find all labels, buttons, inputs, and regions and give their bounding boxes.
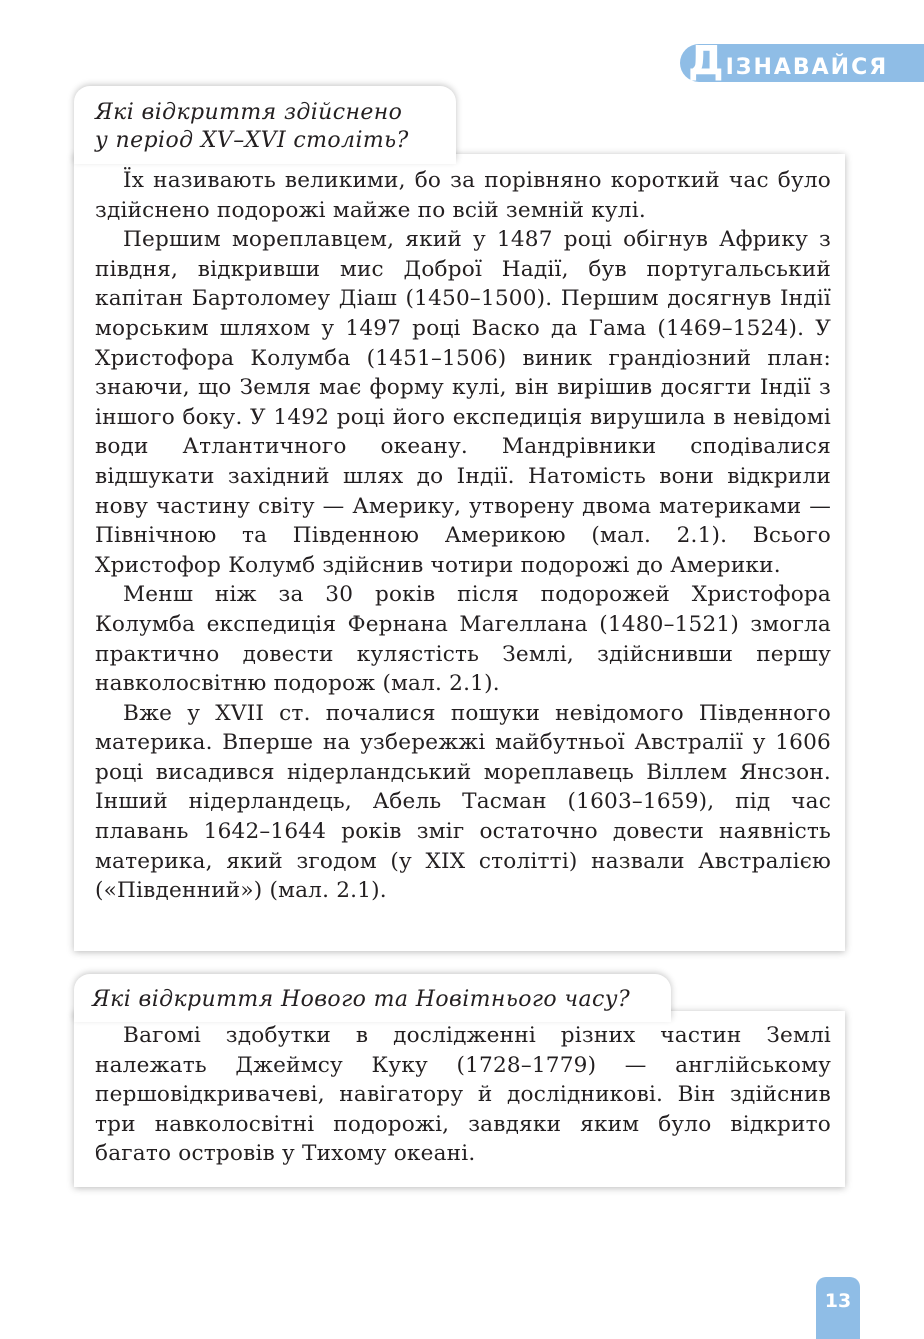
question-line: Які відкриття здійснено	[95, 100, 403, 125]
section-tag-label: ІЗНАВАЙСЯ	[725, 55, 889, 80]
paragraph: Першим мореплавцем, який у 1487 році обігнув Африку з півдня, відкривши мис Доброї Надії, був португальський капітан Бартоломеу Діаш (1450–1500). Першим досягнув Індії морським шляхом у 1497 році Васко да Гама (1469–1524). У Христофора Колумба (1451–1506) виник грандіозний план: знаючи, що Земля має форму кулі, він вирішив досягти Індії з іншого боку. У 1492 році його експедиція вирушила в невідомі води Атлантичного океану. Мандрівники сподівалися відшукати західний шлях до Індії. Натомість вони відкрили нову частину світу — Америку, утворену двома материками — Північною та Південною Америкою (мал. 2.1). Всього Христофор Колумб здійснив чотири подорожі до Америки.	[95, 227, 831, 578]
section-2-question	[92, 986, 630, 1014]
section-2-body	[95, 1021, 831, 1169]
section-1-question	[95, 99, 409, 155]
question-line: Які відкриття Нового та Новітнього часу?	[92, 987, 631, 1012]
page-number: 13	[816, 1277, 860, 1339]
section-tag	[688, 38, 888, 84]
section-tag-initial: Д	[688, 38, 726, 84]
paragraph: Менш ніж за 30 років після подорожей Христофора Колумба експедиція Фернана Магеллана (1480–1521) змогла практично довести кулястість Землі, здійснивши першу навколосвітню подорож (мал. 2.1).	[95, 582, 831, 697]
paragraph: Вагомі здобутки в дослідженні різних частин Землі належать Джеймсу Куку (1728–1779) — англійському першовідкривачеві, навігатору й дослідникові. Він здійснив три навколосвітні подорожі, завдяки яким було відкрито багато островів у Тихому океані.	[95, 1023, 831, 1167]
paragraph: Їх називають великими, бо за порівняно короткий час було здійснено подорожі майже по всій земній кулі.	[95, 168, 831, 223]
section-1-body	[95, 166, 831, 906]
question-line: у період XV–XVI століть?	[95, 128, 409, 153]
paragraph: Вже у XVII ст. почалися пошуки невідомого Південного материка. Вперше на узбережжі майбутньої Австралії у 1606 році висадився нідерландський мореплавець Віллем Янсзон. Інший нідерландець, Абель Тасман (1603–1659), під час плавань 1642–1644 років зміг остаточно довести наявність материка, який згодом (у XIX столітті) назвали Австралією («Південний») (мал. 2.1).	[95, 700, 831, 904]
